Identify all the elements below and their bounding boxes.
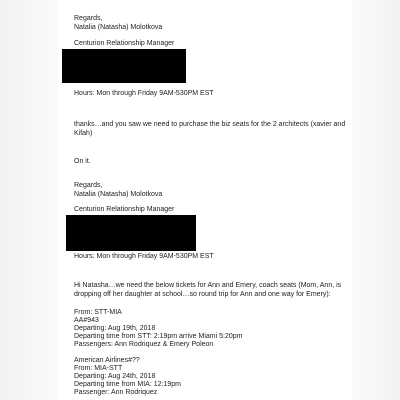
- message-line: Kifah): [74, 130, 93, 137]
- flight-departing-time: Departing time from STT: 2:19pm arrive Miami 5:20pm: [74, 333, 243, 340]
- signature-title: Centurion Relationship Manager: [74, 40, 175, 47]
- signature-hours: Hours: Mon through Friday 9AM-530PM EST: [74, 253, 214, 260]
- page-left-margin: [0, 0, 58, 400]
- signature-regards: Regards,: [74, 15, 103, 22]
- flight-departing-date: Departing: Aug 19th, 2018: [74, 325, 156, 332]
- flight-number: AA#943: [74, 317, 99, 324]
- message-line: thanks…and you saw we need to purchase the biz seats for the 2 architects (xavier and: [74, 121, 346, 128]
- flight-route: From: MIA-STT: [74, 365, 123, 372]
- signature-regards: Regards,: [74, 182, 103, 189]
- flight-route: From: STT-MIA: [74, 309, 122, 316]
- signature-title: Centurion Relationship Manager: [74, 206, 175, 213]
- flight-airline: American Airlines#??: [74, 357, 140, 364]
- signature-hours: Hours: Mon through Friday 9AM-530PM EST: [74, 90, 214, 97]
- redaction-block: [66, 215, 196, 251]
- flight-passengers: Passenger: Ann Rodriquez: [74, 389, 158, 396]
- signature-name: Natalia (Natasha) Molotkova: [74, 191, 163, 198]
- reply-text: On it.: [74, 158, 91, 165]
- flight-departing-time: Departing time from MIA: 12:19pm: [74, 381, 181, 388]
- message-line: dropping off her daughter at school…so round trip for Ann and one way for Emery):: [74, 291, 331, 298]
- flight-passengers: Passengers: Ann Rodriquez & Emery Poleon: [74, 341, 214, 348]
- message-line: Hi Natasha…we need the below tickets for Ann and Emery, coach seats (Mom, Ann, is: [74, 282, 342, 289]
- page-right-margin: [352, 0, 400, 400]
- signature-name: Natalia (Natasha) Molotkova: [74, 24, 163, 31]
- redaction-block: [62, 49, 186, 83]
- flight-departing-date: Departing: Aug 24th, 2018: [74, 373, 156, 380]
